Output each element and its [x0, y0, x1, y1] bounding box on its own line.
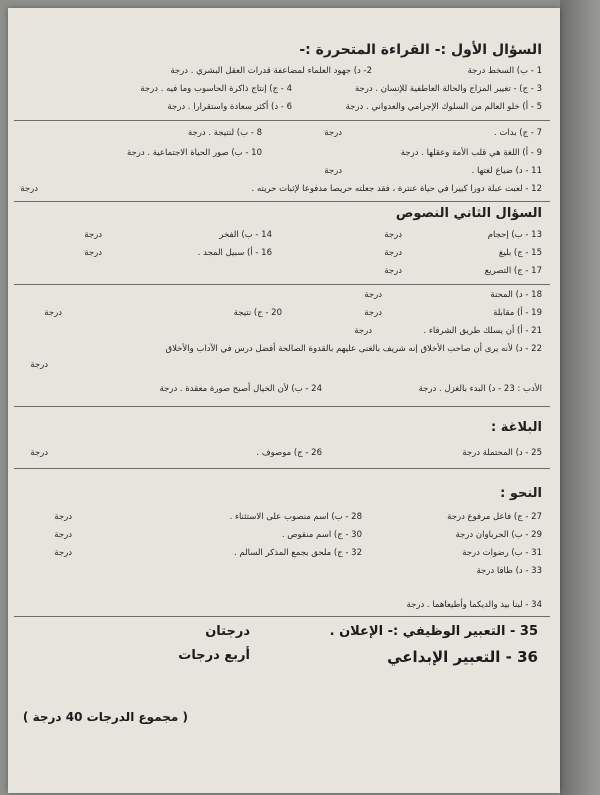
line-36-creative-writing: 36 - التعبير الإبداعي: [387, 648, 538, 666]
answer-line-22: 22 - د) لأنه يرى أن صاحب الأخلاق إنه شريف بالغنى عليهم بالقدوة الصالحة أفضل درس في الآداب والأخلاق: [165, 344, 542, 354]
section-title-balagha: البلاغة :: [490, 420, 542, 435]
answer-line-5: 5 - أ) خلو العالم من السلوك الإجرامي والعدواني . درجة 6 - د) أكثر سعادة واستقرارا . درجة: [167, 102, 542, 112]
answer-line-12: 12 - لعبت عبلة دورا كبيرا في حياة عنترة ، فقد جعلته حريصا مدفوعا لإثبات حريته . درجة: [20, 184, 542, 194]
answer-line-7: 7 - ج) بدات . درجة 8 - ب) لنتيجة . درجة: [187, 128, 542, 138]
answer-line-18: 18 - د) المحنة درجة: [364, 290, 542, 300]
divider: [14, 616, 550, 617]
line-36-grade: أربع درجات: [178, 648, 250, 663]
section-title-texts: السؤال الثاني النصوص: [395, 206, 542, 221]
divider: [14, 201, 550, 202]
balagha-line: 25 - د) المحتملة درجة 26 - ج) موصوف . درجة: [30, 448, 542, 458]
line-35-grade: درجتان: [205, 624, 250, 639]
answer-line-3: 3 - ج) - تغيير المزاج والحالة العاطفية للإنسان . درجة 4 - ج) إنتاج ذاكرة الحاسوب وما فيه . درجة: [140, 84, 542, 94]
answer-line-34: 34 - لبنا بيد والديكما وأطيعاهما . درجة: [406, 600, 542, 610]
answer-line-19: 19 - أ) مقابلة درجة 20 - ج) نتيجة درجة: [44, 308, 542, 318]
divider: [14, 120, 550, 121]
divider: [14, 284, 550, 285]
section-title-nahw: النحو :: [500, 486, 542, 501]
answer-line-13: 13 - ب) إحجام درجة 14 - ب) الفخر درجة: [84, 230, 542, 240]
answer-key-sheet: [8, 8, 560, 793]
answer-line-15: 15 - ج) بليغ درجة 16 - أ) سبيل المجد . درجة: [84, 248, 542, 258]
divider: [14, 406, 550, 407]
nahw-line-33: 33 - د) طافا درجة: [476, 566, 542, 576]
page-shadow-edge: [560, 0, 600, 795]
total-marks: ( مجموع الدرجات 40 درجة ): [22, 710, 188, 724]
nahw-line-29: 29 - ب) الحرباوان درجة 30 - ج) اسم منقوص . درجة: [54, 530, 542, 540]
line-35-functional-writing: 35 - التعبير الوظيفي :- الإعلان .: [329, 624, 538, 639]
answer-line-1: 1 - ب) السخط درجة 2- د) جهود العلماء لمضاعفة قدرات العقل البشري . درجة: [170, 66, 542, 76]
answer-line-9: 9 - أ) اللغة هي قلب الأمة وعقلها . درجة 10 - ب) صور الحياة الاجتماعية . درجة: [126, 148, 542, 158]
divider: [14, 468, 550, 469]
answer-line-21: 21 - أ) أن يسلك طريق الشرفاء . درجة: [354, 326, 542, 336]
adab-line: الأدب : 23 - د) البدء بالغزل . درجة 24 - ب) لأن الخيال أصبح صورة معقدة . درجة: [159, 384, 542, 394]
answer-line-17: 17 - ج) التصريع درجة: [384, 266, 542, 276]
nahw-line-27: 27 - ج) فاعل مرفوع درجة 28 - ب) اسم منصوب على الاستثناء . درجة: [54, 512, 542, 522]
answer-line-11: 11 - د) ضياع لغتها . درجة: [324, 166, 542, 176]
section-title-reading: السؤال الأول :- القراءة المتحررة :-: [299, 42, 542, 58]
nahw-line-31: 31 - ب) رضوات درجة 32 - ج) ملحق بجمع المذكر السالم . درجة: [54, 548, 542, 558]
answer-line-22-grade: درجة: [30, 360, 48, 370]
